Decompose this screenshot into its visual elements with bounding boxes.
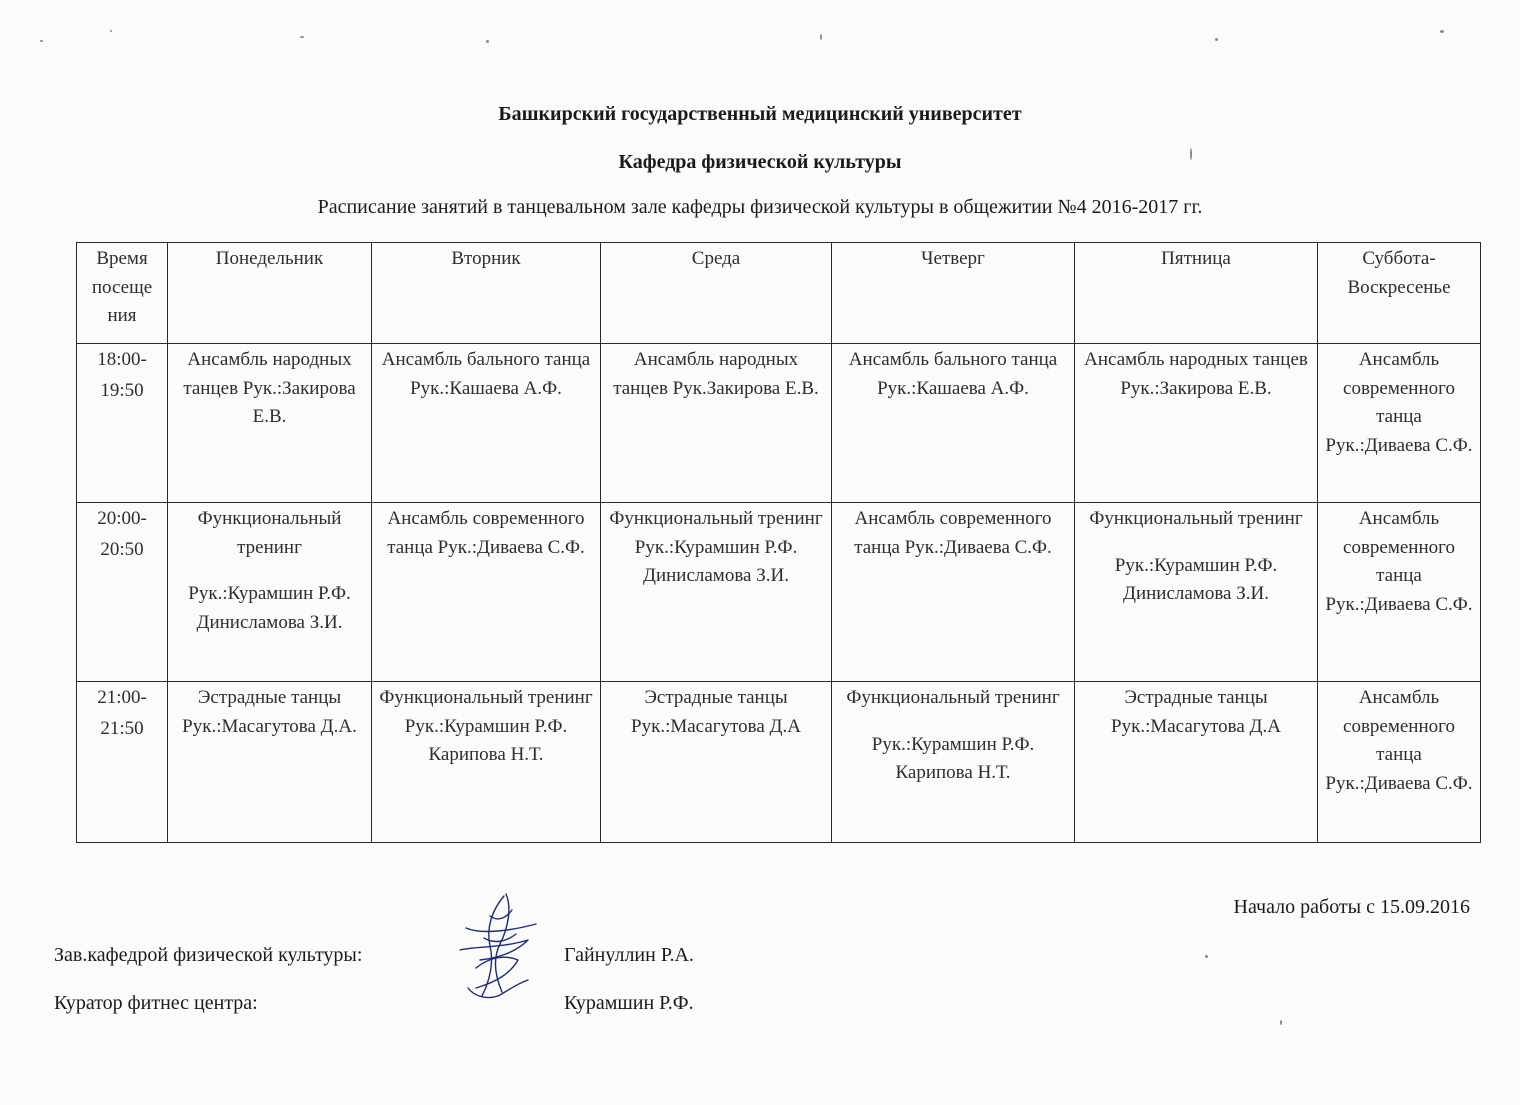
head-name: Гайнуллин Р.А. <box>564 944 694 966</box>
time-end: 19:50 <box>100 379 144 401</box>
table-row <box>77 503 1481 682</box>
scan-speck <box>40 40 43 42</box>
time-end: 20:50 <box>100 538 144 560</box>
table-row <box>77 344 1481 503</box>
head-signature-line <box>54 944 694 967</box>
schedule-title: Расписание занятий в танцевальном зале кафедры физической культуры в общежитии №4 2016-2017 гг. <box>317 196 1203 218</box>
class-cell <box>168 503 372 682</box>
class-title: Функциональный тренинг <box>197 508 342 558</box>
column-header-wednesday: Среда <box>601 243 832 344</box>
scan-speck <box>110 30 112 32</box>
class-cell: Ансамбль народных танцев Рук.:Закирова Е.В. <box>168 344 372 503</box>
column-header-thursday: Четверг <box>832 243 1075 344</box>
class-cell: Функциональный тренинг Рук.:Курамшин Р.Ф. Карипова Н.Т. <box>372 682 601 843</box>
time-cell <box>77 682 168 843</box>
column-header-monday: Понедельник <box>168 243 372 344</box>
table-row <box>77 682 1481 843</box>
curator-role: Куратор фитнес центра: <box>54 992 258 1014</box>
scan-speck <box>1440 30 1444 33</box>
class-cell: Ансамбль современного танца Рук.:Диваева С.Ф. <box>832 503 1075 682</box>
time-cell <box>77 503 168 682</box>
class-cell: Ансамбль народных танцев Рук.:Закирова Е.В. <box>1075 344 1318 503</box>
scan-speck <box>300 36 304 38</box>
scan-speck <box>1205 955 1208 958</box>
header-row <box>77 243 1481 344</box>
class-cell: Функциональный тренинг Рук.:Курамшин Р.Ф. Динисламова З.И. <box>601 503 832 682</box>
class-cell: Ансамбль народных танцев Рук.Закирова Е.В. <box>601 344 832 503</box>
curator-name: Курамшин Р.Ф. <box>564 992 694 1014</box>
class-title: Функциональный тренинг <box>1089 508 1303 529</box>
column-header-weekend <box>1318 243 1481 344</box>
class-cell: Ансамбль бального танца Рук.:Кашаева А.Ф. <box>372 344 601 503</box>
class-leader: Рук.:Курамшин Р.Ф. Динисламова З.И. <box>188 583 351 633</box>
class-cell: Ансамбль современного танца Рук.:Диваева С.Ф. <box>1318 503 1481 682</box>
header-line: Время <box>96 248 148 269</box>
column-header-friday: Пятница <box>1075 243 1318 344</box>
department-title: Кафедра физической культуры <box>618 151 902 173</box>
class-cell: Эстрадные танцы Рук.:Масагутова Д.А. <box>168 682 372 843</box>
time-cell <box>77 344 168 503</box>
head-role: Зав.кафедрой физической культуры: <box>54 944 363 966</box>
university-title: Башкирский государственный медицинский университет <box>498 103 1022 125</box>
schedule-table <box>76 242 1481 843</box>
time-start: 18:00- <box>97 349 147 370</box>
class-cell: Ансамбль современного танца Рук.:Диваева С.Ф. <box>372 503 601 682</box>
scan-speck <box>486 40 489 43</box>
time-end: 21:50 <box>100 717 144 739</box>
class-cell: Ансамбль современного танца Рук.:Диваева С.Ф. <box>1318 682 1481 843</box>
handwritten-signature <box>446 888 546 1018</box>
header-line: Воскресенье <box>1347 276 1451 298</box>
curator-signature-line <box>54 992 694 1015</box>
start-date-note: Начало работы с 15.09.2016 <box>1233 896 1470 918</box>
class-cell: Эстрадные танцы Рук.:Масагутова Д.А <box>601 682 832 843</box>
class-cell: Ансамбль бального танца Рук.:Кашаева А.Ф. <box>832 344 1075 503</box>
column-header-time <box>77 243 168 344</box>
column-header-tuesday: Вторник <box>372 243 601 344</box>
class-title: Функциональный тренинг <box>846 687 1060 708</box>
class-cell: Эстрадные танцы Рук.:Масагутова Д.А <box>1075 682 1318 843</box>
scan-speck <box>1215 38 1218 41</box>
class-leader: Рук.:Курамшин Р.Ф. Динисламова З.И. <box>1114 554 1278 604</box>
class-cell <box>1075 503 1318 682</box>
time-start: 21:00- <box>97 687 147 708</box>
scan-speck <box>1280 1020 1282 1025</box>
class-leader: Рук.:Курамшин Р.Ф. Карипова Н.Т. <box>871 733 1035 783</box>
class-cell <box>832 682 1075 843</box>
header-line: ния <box>107 305 137 326</box>
header-line: посеще <box>91 276 153 298</box>
header-line: Суббота- <box>1362 248 1436 269</box>
scan-speck <box>820 34 822 40</box>
time-start: 20:00- <box>97 508 147 529</box>
class-cell: Ансамбль современного танца Рук.:Диваева С.Ф. <box>1318 344 1481 503</box>
